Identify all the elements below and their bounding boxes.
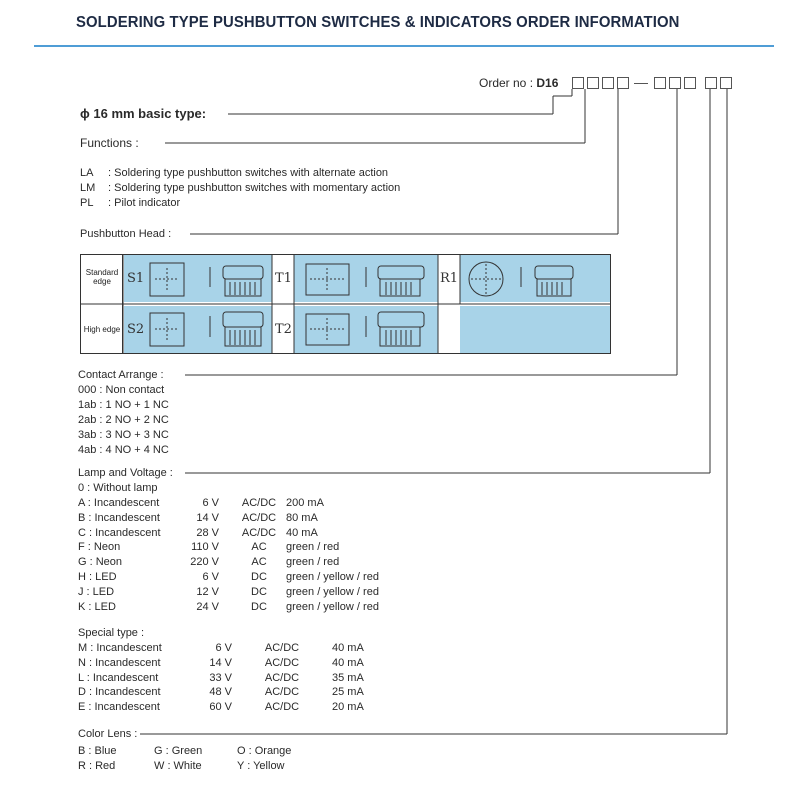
code-s2: S2	[127, 322, 145, 337]
lamp-volt: 24 V	[196, 600, 219, 613]
lamp-code: F : Neon	[78, 541, 121, 554]
code-t2: T2	[275, 322, 292, 337]
special-code: N : Incandescent	[78, 656, 161, 669]
special-type: AC/DC	[264, 642, 300, 654]
lamp-intro: 0 : Without lamp	[78, 482, 158, 494]
row-label-standard-edge: Standard edge	[85, 268, 119, 286]
lamp-type: AC/DC	[241, 511, 277, 524]
function-item-lm-desc: : Soldering type pushbutton switches with momentary action	[108, 182, 401, 194]
lamp-spec: green / red	[286, 541, 340, 554]
lens-red: R : Red	[78, 760, 116, 772]
function-item-pl-code: PL	[80, 197, 94, 209]
lamp-heading: Lamp and Voltage :	[78, 467, 176, 479]
lamp-spec: green / yellow / red	[286, 571, 379, 583]
lamp-code: J : LED	[78, 585, 115, 598]
pushbutton-head-table	[80, 254, 611, 354]
lens-white: W : White	[154, 760, 202, 772]
phi-symbol: ϕ	[80, 106, 90, 121]
special-spec: 25 mA	[332, 686, 364, 699]
page-title: SOLDERING TYPE PUSHBUTTON SWITCHES & INDICATORS ORDER INFORMATION	[76, 14, 680, 31]
basic-type-label: 16 mm basic type:	[93, 106, 207, 121]
lamp-volt: 6 V	[202, 497, 219, 509]
contact-item: 000 : Non contact	[78, 384, 165, 396]
contact-heading: Contact Arrange :	[78, 369, 167, 381]
special-volt: 48 V	[209, 686, 232, 699]
lamp-spec: green / yellow / red	[286, 600, 379, 613]
lamp-spec: green / red	[286, 556, 340, 569]
contact-item: 1ab : 1 NO + 1 NC	[78, 399, 169, 411]
special-code: L : Incandescent	[78, 671, 159, 684]
special-volt: 60 V	[209, 701, 232, 714]
special-spec: 20 mA	[332, 701, 364, 714]
lamp-volt: 6 V	[202, 571, 219, 583]
code-r1: R1	[440, 271, 459, 286]
special-type: AC/DC	[264, 701, 300, 714]
special-type: AC/DC	[264, 671, 300, 684]
pushbutton-head-heading: Pushbutton Head :	[80, 228, 174, 240]
contact-item: 4ab : 4 NO + 4 NC	[78, 444, 169, 456]
lamp-type: AC	[251, 541, 267, 554]
special-spec: 40 mA	[332, 642, 364, 654]
lamp-type: DC	[251, 585, 267, 598]
lamp-code: H : LED	[78, 571, 117, 583]
lamp-volt: 28 V	[196, 526, 219, 539]
code-t1: T1	[275, 271, 292, 286]
function-item-pl-desc: : Pilot indicator	[108, 197, 181, 209]
special-spec: 35 mA	[332, 671, 364, 684]
function-item-la-desc: : Soldering type pushbutton switches with alternate action	[108, 167, 389, 179]
lamp-volt: 220 V	[190, 556, 219, 569]
special-type: AC/DC	[264, 656, 300, 669]
special-code: E : Incandescent	[78, 701, 160, 714]
lamp-spec: 80 mA	[286, 511, 318, 524]
lens-blue: B : Blue	[78, 745, 117, 757]
contact-item: 2ab : 2 NO + 2 NC	[78, 414, 169, 426]
function-item-lm-code: LM	[80, 182, 96, 194]
order-prefix: D16	[536, 76, 559, 90]
code-s1: S1	[127, 271, 145, 286]
lamp-spec: 200 mA	[286, 497, 324, 509]
basic-type-heading	[80, 106, 206, 121]
lamp-type: AC/DC	[241, 497, 277, 509]
special-code: M : Incandescent	[78, 642, 162, 654]
special-code: D : Incandescent	[78, 686, 161, 699]
order-label: Order no :	[479, 76, 534, 90]
head-drawings	[80, 254, 611, 354]
lamp-volt: 14 V	[196, 511, 219, 524]
lamp-volt: 110 V	[191, 541, 219, 554]
lamp-code: A : Incandescent	[78, 497, 160, 509]
lamp-type: DC	[251, 600, 267, 613]
lamp-type: AC	[251, 556, 267, 569]
row-label-high-edge: High edge	[83, 325, 121, 334]
special-type: AC/DC	[264, 686, 300, 699]
special-heading: Special type :	[78, 627, 145, 639]
lens-orange: O : Orange	[237, 745, 292, 757]
lamp-code: K : LED	[78, 600, 116, 613]
lamp-spec: green / yellow / red	[286, 585, 379, 598]
lamp-volt: 12 V	[196, 585, 219, 598]
lamp-spec: 40 mA	[286, 526, 318, 539]
contact-item: 3ab : 3 NO + 3 NC	[78, 429, 169, 441]
special-volt: 14 V	[209, 656, 232, 669]
lens-yellow: Y : Yellow	[237, 760, 285, 772]
lamp-type: DC	[251, 571, 267, 583]
lamp-code: G : Neon	[78, 556, 123, 569]
special-volt: 6 V	[215, 642, 232, 654]
special-volt: 33 V	[209, 671, 232, 684]
lamp-type: AC/DC	[241, 526, 277, 539]
color-lens-heading: Color Lens :	[78, 728, 140, 740]
lamp-code: C : Incandescent	[78, 526, 161, 539]
lamp-code: B : Incandescent	[78, 511, 160, 524]
special-spec: 40 mA	[332, 656, 364, 669]
function-item-la-code: LA	[80, 167, 94, 179]
functions-heading: Functions :	[80, 136, 142, 150]
lens-green: G : Green	[154, 745, 203, 757]
